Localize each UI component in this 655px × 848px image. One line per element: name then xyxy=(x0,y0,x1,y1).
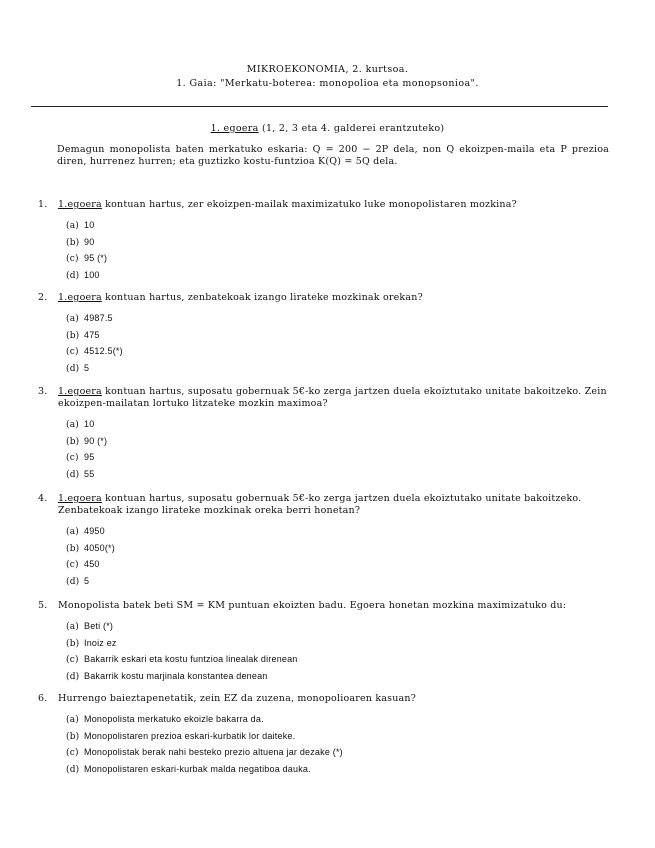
question-stem xyxy=(58,493,610,517)
question-6 xyxy=(38,693,610,781)
option-label: (d) xyxy=(66,271,80,282)
option-c[interactable] xyxy=(66,559,610,576)
question-text: kontuan hartus, suposatu gobernuak 5€-ko zerga jartzen duela ekoiztutako unitate bakoitzeko. Zenbatekoak izango lirateke mozkinak oreka berri honetan? xyxy=(58,493,582,516)
question-text: kontuan hartus, zenbatekoak izango lirateke mozkinak orekan? xyxy=(101,292,423,303)
question-number: 6. xyxy=(38,693,48,704)
question-number: 5. xyxy=(38,600,48,611)
question-stem xyxy=(58,199,610,211)
case-reference: 1.egoera xyxy=(58,386,102,397)
option-c[interactable] xyxy=(66,452,610,469)
options-list xyxy=(66,313,610,380)
option-text: 10 xyxy=(84,418,95,429)
question-number: 1. xyxy=(38,199,48,210)
option-label: (b) xyxy=(66,638,80,649)
option-label: (c) xyxy=(66,254,79,265)
option-text: 475 xyxy=(84,329,100,340)
option-a[interactable] xyxy=(66,621,610,638)
question-stem: Monopolista batek beti SM = KM puntuan ekoizten badu. Egoera honetan mozkina maximizatuko du: xyxy=(58,600,567,611)
document-header xyxy=(0,64,655,92)
option-label: (a) xyxy=(66,714,79,725)
option-b[interactable] xyxy=(66,731,610,748)
options-list xyxy=(66,419,610,486)
option-text: 10 xyxy=(84,219,95,230)
option-text: 4987.5 xyxy=(84,312,113,323)
option-text: 100 xyxy=(84,270,100,281)
option-a[interactable] xyxy=(66,313,610,330)
question-number: 2. xyxy=(38,292,48,303)
option-b[interactable] xyxy=(66,237,610,254)
option-label: (d) xyxy=(66,577,80,588)
option-label: (d) xyxy=(66,470,80,481)
option-label: (b) xyxy=(66,237,80,248)
options-list xyxy=(66,220,610,287)
option-label: (d) xyxy=(66,672,80,683)
option-c[interactable] xyxy=(66,747,610,764)
question-stem xyxy=(58,386,610,410)
question-3 xyxy=(38,386,610,486)
case-reference: 1.egoera xyxy=(58,292,102,303)
option-label: (d) xyxy=(66,765,80,776)
option-label: (a) xyxy=(66,419,79,430)
question-number: 4. xyxy=(38,493,48,504)
option-d[interactable] xyxy=(66,270,610,287)
option-label: (b) xyxy=(66,436,80,447)
option-text: 4050(*) xyxy=(84,542,115,553)
option-label: (a) xyxy=(66,220,79,231)
case-title-underlined: 1. egoera xyxy=(210,123,259,134)
option-a[interactable] xyxy=(66,419,610,436)
option-text: 55 xyxy=(84,469,95,480)
option-d[interactable] xyxy=(66,363,610,380)
option-c[interactable] xyxy=(66,253,610,270)
option-c[interactable] xyxy=(66,654,610,671)
option-text: 450 xyxy=(84,559,100,570)
option-label: (c) xyxy=(66,748,79,759)
question-stem: Hurrengo baieztapenetatik, zein EZ da zuzena, monopolioaren kasuan? xyxy=(58,693,417,704)
option-text: 90 (*) xyxy=(84,435,108,446)
option-label: (c) xyxy=(66,347,79,358)
question-number: 3. xyxy=(38,386,48,397)
option-label: (c) xyxy=(66,655,79,666)
case-title xyxy=(0,123,655,135)
option-label: (d) xyxy=(66,364,80,375)
option-text: Bakarrik eskari eta kostu funtzioa linealak direnean xyxy=(84,654,298,665)
case-title-rest: (1, 2, 3 eta 4. galderei erantzuteko) xyxy=(258,123,445,134)
option-a[interactable] xyxy=(66,526,610,543)
question-stem xyxy=(58,292,610,304)
options-list xyxy=(66,621,610,688)
option-text: 95 (*) xyxy=(84,253,108,264)
option-label: (a) xyxy=(66,621,79,632)
option-b[interactable] xyxy=(66,436,610,453)
option-text: Monopolistaren prezioa eskari-kurbatik lor daiteke. xyxy=(84,730,296,741)
option-d[interactable] xyxy=(66,671,610,688)
options-list xyxy=(66,526,610,593)
option-text: Beti (*) xyxy=(84,620,114,631)
option-d[interactable] xyxy=(66,576,610,593)
option-b[interactable] xyxy=(66,543,610,560)
option-label: (b) xyxy=(66,731,80,742)
option-text: 4512.5(*) xyxy=(84,346,123,357)
question-1 xyxy=(38,199,610,287)
case-reference: 1.egoera xyxy=(58,199,102,210)
option-a[interactable] xyxy=(66,220,610,237)
option-text: 5 xyxy=(84,576,90,587)
option-text: 90 xyxy=(84,236,95,247)
option-b[interactable] xyxy=(66,330,610,347)
option-label: (c) xyxy=(66,560,79,571)
case-intro: Demagun monopolista baten merkatuko eskaria: Q = 200 − 2P dela, non Q ekoizpen-maila eta P prezioa diren, hurrenez hurren; eta guztizko kostu-funtzioa K(Q) = 5Q dela. xyxy=(57,144,609,167)
header-divider xyxy=(31,106,608,107)
option-c[interactable] xyxy=(66,346,610,363)
question-5 xyxy=(38,600,610,688)
option-label: (c) xyxy=(66,453,79,464)
option-text: Monopolistak berak nahi besteko prezio altuena jar dezake (*) xyxy=(84,747,343,758)
option-text: Monopolistaren eskari-kurbak malda negatiboa dauka. xyxy=(84,764,311,775)
option-text: 5 xyxy=(84,363,90,374)
options-list xyxy=(66,714,610,781)
option-text: Monopolista merkatuko ekoizle bakarra da. xyxy=(84,713,264,724)
question-text: kontuan hartus, suposatu gobernuak 5€-ko zerga jartzen duela ekoiztutako unitate bakoitzeko. Zein ekoizpen-mailatan lortuko litzateke mozkin maximoa? xyxy=(58,386,607,409)
question-text: kontuan hartus, zer ekoizpen-mailak maximizatuko luke monopolistaren mozkina? xyxy=(101,199,517,210)
option-label: (a) xyxy=(66,526,79,537)
option-label: (b) xyxy=(66,543,80,554)
topic-subtitle: 1. Gaia: "Merkatu-boterea: monopolioa eta monopsonioa". xyxy=(176,77,479,89)
option-d[interactable] xyxy=(66,764,610,781)
question-4 xyxy=(38,493,610,593)
option-text: 4950 xyxy=(84,525,105,536)
option-text: Bakarrik kostu marjinala konstantea denean xyxy=(84,671,268,682)
question-2 xyxy=(38,292,610,380)
option-b[interactable] xyxy=(66,638,610,655)
option-label: (b) xyxy=(66,330,80,341)
option-text: Inoiz ez xyxy=(84,637,117,648)
course-title: MIKROEKONOMIA, 2. kurtsoa. xyxy=(246,64,409,75)
option-a[interactable] xyxy=(66,714,610,731)
case-reference: 1.egoera xyxy=(58,493,102,504)
option-label: (a) xyxy=(66,313,79,324)
option-d[interactable] xyxy=(66,469,610,486)
option-text: 95 xyxy=(84,452,95,463)
